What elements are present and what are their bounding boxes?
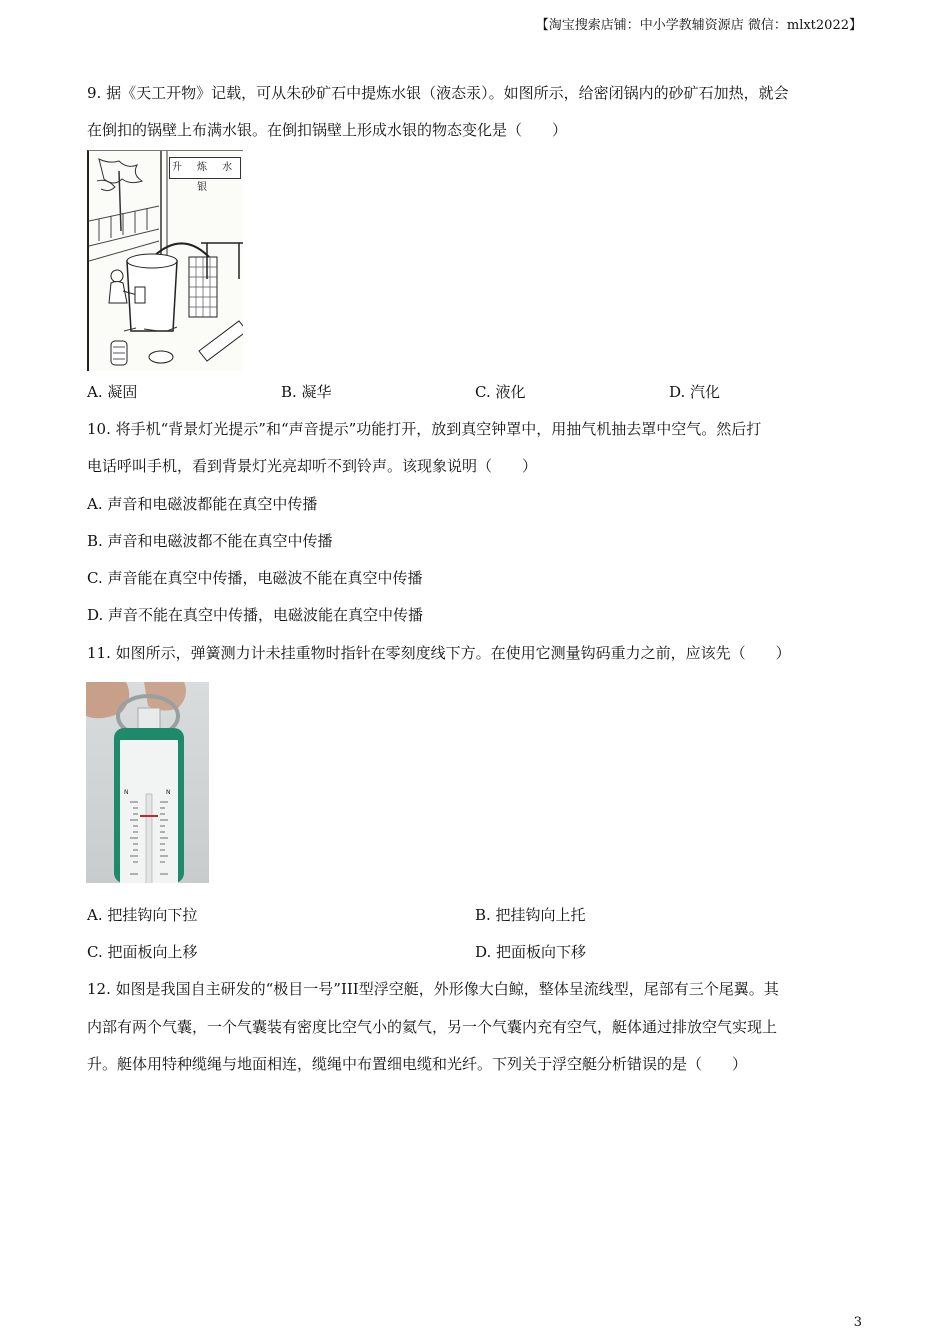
q9-option-d: D. 汽化 xyxy=(669,383,721,401)
q11-spring-scale-photo xyxy=(86,682,209,883)
q10-option-d: D. 声音不能在真空中传播，电磁波能在真空中传播 xyxy=(87,606,424,624)
q12-stem-line2: 内部有两个气囊，一个气囊装有密度比空气小的氦气，另一个气囊内充有空气，艇体通过排放空气实现上 xyxy=(87,1018,778,1036)
q12-stem-line3: 升。艇体用特种缆绳与地面相连，缆绳中布置细电缆和光纤。下列关于浮空艇分析错误的是（ ） xyxy=(87,1055,748,1073)
q11-option-c: C. 把面板向上移 xyxy=(87,943,198,961)
q11-option-d: D. 把面板向下移 xyxy=(475,943,587,961)
q9-stem-line1: 9. 据《天工开物》记载，可从朱砂矿石中提炼水银（液态汞）。如图所示，给密闭锅内的砂矿石加热，就会 xyxy=(87,84,789,102)
q9-option-a: A. 凝固 xyxy=(87,383,138,401)
q10-option-b: B. 声音和电磁波都不能在真空中传播 xyxy=(87,532,333,550)
q9-woodcut-drawing xyxy=(89,151,243,371)
q11-stem-line1: 11. 如图所示，弹簧测力计未挂重物时指针在零刻度线下方。在使用它测量钩码重力之前，应该先（ ） xyxy=(87,644,791,662)
page-number: 3 xyxy=(853,1315,862,1330)
page-header: 【淘宝搜索店铺：中小学教辅资源店 微信：mlxt2022】 xyxy=(535,18,862,33)
q9-stem-line2: 在倒扣的锅壁上布满水银。在倒扣锅壁上形成水银的物态变化是（ ） xyxy=(87,121,568,139)
q11-option-b: B. 把挂钩向上托 xyxy=(475,906,586,924)
q10-stem-line2: 电话呼叫手机，看到背景灯光亮却听不到铃声。该现象说明（ ） xyxy=(87,457,538,475)
q9-figure-banner: 升 炼 水 银 xyxy=(169,157,241,179)
svg-text:N: N xyxy=(124,789,129,796)
q11-option-a: A. 把挂钩向下拉 xyxy=(87,906,198,924)
q10-stem-line1: 10. 将手机“背景灯光提示”和“声音提示”功能打开，放到真空钟罩中，用抽气机抽去罩中空气。然后打 xyxy=(87,420,762,438)
q9-option-b: B. 凝华 xyxy=(281,383,332,401)
spring-scale-drawing xyxy=(86,682,209,883)
q10-option-c: C. 声音能在真空中传播，电磁波不能在真空中传播 xyxy=(87,569,423,587)
q9-option-c: C. 液化 xyxy=(475,383,526,401)
q9-woodcut-figure xyxy=(87,150,243,371)
q10-option-a: A. 声音和电磁波都能在真空中传播 xyxy=(87,495,318,513)
q12-stem-line1: 12. 如图是我国自主研发的“极目一号”III型浮空艇，外形像大白鲸，整体呈流线型，尾部有三个尾翼。其 xyxy=(87,980,779,998)
svg-text:N: N xyxy=(166,789,171,796)
